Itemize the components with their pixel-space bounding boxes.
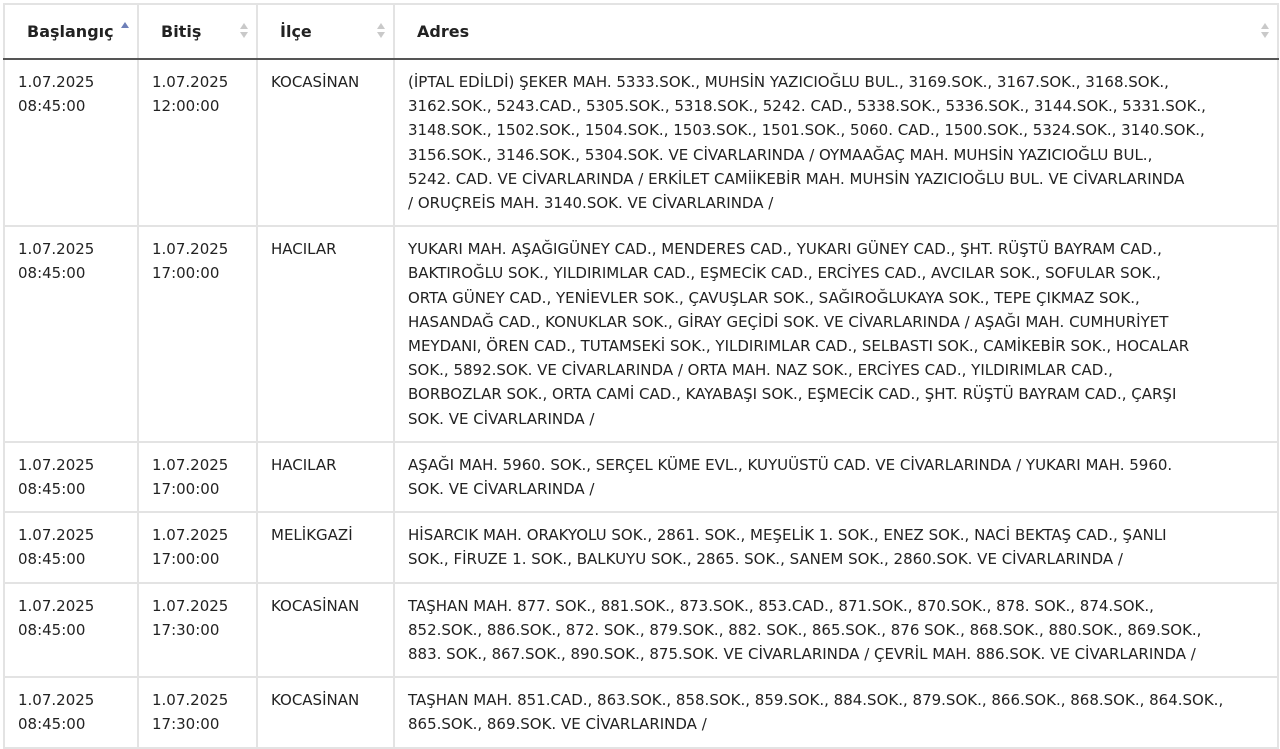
start-date: 1.07.2025: [18, 526, 95, 545]
start-cell: [4, 442, 138, 512]
outage-table: [3, 3, 1279, 749]
address-line: 883. SOK., 867.SOK., 890.SOK., 875.SOK. VE CİVARLARINDA / ÇEVRİL MAH. 886.SOK. VE CİVARLARINDA /: [408, 645, 1196, 664]
district-cell: [257, 442, 394, 512]
end-date: 1.07.2025: [152, 73, 229, 91]
start-cell: [4, 583, 138, 678]
table-row: [4, 59, 1278, 226]
address-cell: [394, 677, 1278, 747]
start-time: 08:45:00: [18, 620, 86, 639]
end-time: 17:00:00: [152, 550, 220, 569]
table-row: [4, 226, 1278, 442]
end-cell: [138, 512, 257, 582]
address-cell: [394, 583, 1278, 678]
address-line: HASANDAĞ CAD., KONUKLAR SOK., GİRAY GEÇİDİ SOK. VE CİVARLARINDA / AŞAĞI MAH. CUMHURİYET: [408, 312, 1169, 331]
end-date: 1.07.2025: [152, 455, 229, 474]
address-line: SOK., FİRUZE 1. SOK., BALKUYU SOK., 2865. SOK., SANEM SOK., 2860.SOK. VE CİVARLARINDA /: [408, 550, 1123, 569]
start-date: 1.07.2025: [18, 691, 95, 710]
address-cell: [394, 442, 1278, 512]
start-date: 1.07.2025: [18, 596, 95, 615]
address-line: MEYDANI, ÖREN CAD., TUTAMSEKİ SOK., YILDIRIMLAR CAD., SELBASTI SOK., CAMİKEBİR SOK., HOCALAR: [408, 337, 1190, 356]
address-line: 5242. CAD. VE CİVARLARINDA / ERKİLET CAMİİKEBİR MAH. MUHSİN YAZICIOĞLU BUL. VE CİVARLARINDA: [408, 169, 1185, 188]
column-header-address[interactable]: [394, 4, 1278, 59]
address-line: TAŞHAN MAH. 851.CAD., 863.SOK., 858.SOK., 859.SOK., 884.SOK., 879.SOK., 866.SOK., 868.SOK., 864.SOK.,: [408, 691, 1224, 710]
district-cell: [257, 677, 394, 747]
end-date: 1.07.2025: [152, 526, 229, 545]
address-line: SOK. VE CİVARLARINDA /: [408, 409, 595, 428]
district-name: KOCASİNAN: [271, 73, 360, 91]
end-date: 1.07.2025: [152, 240, 229, 259]
address-line: 865.SOK., 869.SOK. VE CİVARLARINDA /: [408, 715, 707, 734]
table-header: [4, 4, 1278, 59]
address-cell: [394, 59, 1278, 226]
address-line: TAŞHAN MAH. 877. SOK., 881.SOK., 873.SOK., 853.CAD., 871.SOK., 870.SOK., 878. SOK., 874.SOK.,: [408, 596, 1154, 615]
column-header-district-label: İlçe: [280, 22, 312, 41]
start-cell: [4, 59, 138, 226]
address-line: 3156.SOK., 3146.SOK., 5304.SOK. VE CİVARLARINDA / OYMAAĞAÇ MAH. MUHSİN YAZICIOĞLU BUL.,: [408, 145, 1153, 164]
start-time: 08:45:00: [18, 550, 86, 569]
end-time: 12:00:00: [152, 97, 220, 116]
address-line: AŞAĞI MAH. 5960. SOK., SERÇEL KÜME EVL., KUYUÜSTÜ CAD. VE CİVARLARINDA / YUKARI MAH. 5960.: [408, 455, 1173, 474]
address-line: YUKARI MAH. AŞAĞIGÜNEY CAD., MENDERES CAD., YUKARI GÜNEY CAD., ŞHT. RÜŞTÜ BAYRAM CAD.,: [408, 240, 1162, 259]
table-row: [4, 512, 1278, 582]
table-row: [4, 583, 1278, 678]
start-cell: [4, 512, 138, 582]
district-cell: [257, 512, 394, 582]
sort-ascending-icon[interactable]: [121, 22, 129, 38]
column-header-start-label: Başlangıç: [27, 22, 114, 41]
end-time: 17:00:00: [152, 264, 220, 283]
start-date: 1.07.2025: [18, 455, 95, 474]
address-line: BAKTIROĞLU SOK., YILDIRIMLAR CAD., EŞMECİK CAD., ERCİYES CAD., AVCILAR SOK., SOFULAR SOK.,: [408, 264, 1161, 283]
district-cell: [257, 226, 394, 442]
address-line: 852.SOK., 886.SOK., 872. SOK., 879.SOK., 882. SOK., 865.SOK., 876 SOK., 868.SOK., 880.SOK., 869.SOK.,: [408, 620, 1202, 639]
end-time: 17:30:00: [152, 620, 220, 639]
end-time: 17:00:00: [152, 480, 220, 499]
address-line: ORTA GÜNEY CAD., YENİEVLER SOK., ÇAVUŞLAR SOK., SAĞIROĞLUKAYA SOK., TEPE ÇIKMAZ SOK.,: [408, 288, 1140, 307]
end-cell: [138, 59, 257, 226]
end-date: 1.07.2025: [152, 691, 229, 710]
end-date: 1.07.2025: [152, 596, 229, 615]
address-line: 3162.SOK., 5243.CAD., 5305.SOK., 5318.SOK., 5242. CAD., 5338.SOK., 5336.SOK., 3144.SOK., 5331.SOK.,: [408, 97, 1206, 116]
district-cell: [257, 583, 394, 678]
column-header-start[interactable]: [4, 4, 138, 59]
district-name: KOCASİNAN: [271, 596, 360, 615]
district-name: HACILAR: [271, 240, 337, 259]
address-line: 3148.SOK., 1502.SOK., 1504.SOK., 1503.SOK., 1501.SOK., 5060. CAD., 1500.SOK., 5324.SOK., 3140.SOK.,: [408, 121, 1205, 140]
start-time: 08:45:00: [18, 264, 86, 283]
district-name: MELİKGAZİ: [271, 526, 353, 545]
end-cell: [138, 226, 257, 442]
start-time: 08:45:00: [18, 97, 86, 116]
start-date: 1.07.2025: [18, 73, 95, 91]
end-cell: [138, 677, 257, 747]
column-header-address-label: Adres: [417, 22, 470, 41]
start-cell: [4, 677, 138, 747]
address-line: HİSARCIK MAH. ORAKYOLU SOK., 2861. SOK., MEŞELİK 1. SOK., ENEZ SOK., NACİ BEKTAŞ CAD., ŞANLI: [408, 526, 1167, 545]
address-cell: [394, 226, 1278, 442]
district-cell: [257, 59, 394, 226]
start-time: 08:45:00: [18, 480, 86, 499]
header-row: [4, 4, 1278, 59]
column-header-end[interactable]: [138, 4, 257, 59]
start-date: 1.07.2025: [18, 240, 95, 259]
start-cell: [4, 226, 138, 442]
end-cell: [138, 442, 257, 512]
column-header-end-label: Bitiş: [161, 22, 202, 41]
district-name: KOCASİNAN: [271, 691, 360, 710]
table-row: [4, 677, 1278, 747]
address-cell: [394, 512, 1278, 582]
table-body: [4, 59, 1278, 748]
address-line: BORBOZLAR SOK., ORTA CAMİ CAD., KAYABAŞI SOK., EŞMECİK CAD., ŞHT. RÜŞTÜ BAYRAM CAD., ÇARŞI: [408, 385, 1177, 404]
table-row: [4, 442, 1278, 512]
start-time: 08:45:00: [18, 715, 86, 734]
address-line: (İPTAL EDİLDİ) ŞEKER MAH. 5333.SOK., MUHSİN YAZICIOĞLU BUL., 3169.SOK., 3167.SOK., 3168.SOK.,: [408, 73, 1169, 91]
sort-both-icon[interactable]: [377, 23, 385, 39]
column-header-district[interactable]: [257, 4, 394, 59]
end-time: 17:30:00: [152, 715, 220, 734]
address-line: / ORUÇREİS MAH. 3140.SOK. VE CİVARLARINDA /: [408, 194, 774, 213]
sort-both-icon[interactable]: [1261, 23, 1269, 39]
address-line: SOK., 5892.SOK. VE CİVARLARINDA / ORTA MAH. NAZ SOK., ERCİYES CAD., YILDIRIMLAR CAD.,: [408, 361, 1113, 380]
district-name: HACILAR: [271, 455, 337, 474]
address-line: SOK. VE CİVARLARINDA /: [408, 480, 595, 499]
sort-both-icon[interactable]: [240, 23, 248, 39]
end-cell: [138, 583, 257, 678]
